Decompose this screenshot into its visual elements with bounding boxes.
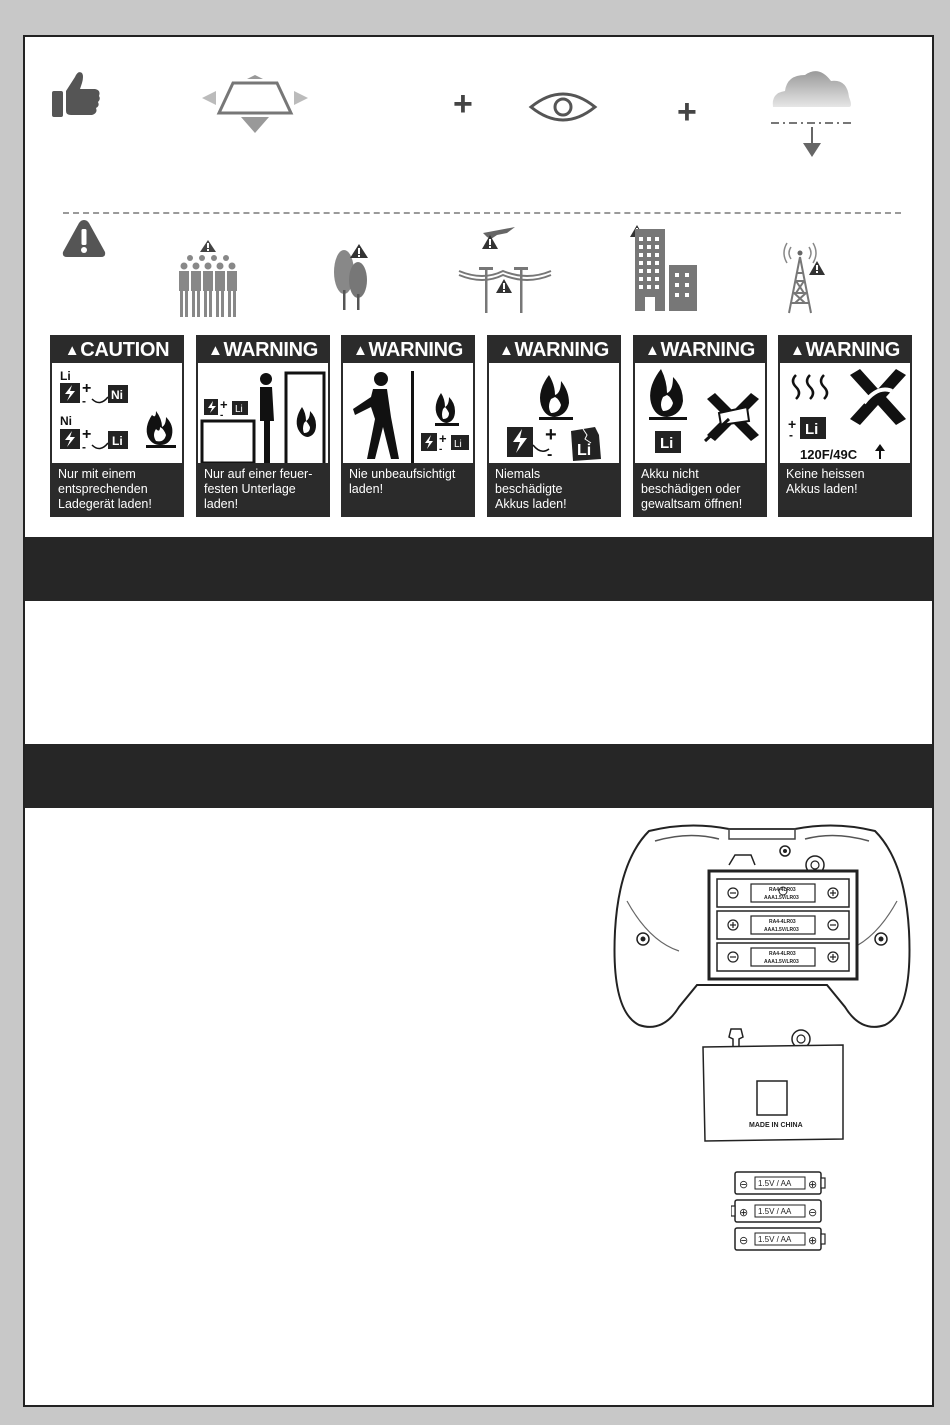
svg-text:+: + [439,431,447,446]
svg-text:Li: Li [577,442,592,459]
battery [731,1200,821,1222]
ni-label: Ni [60,414,72,428]
svg-text:-: - [547,446,553,463]
warning-label-hot-battery [778,335,912,517]
label-heading: ▲CAUTION [52,337,182,363]
plus-sign: + [677,93,697,131]
fireproof-surface-illustration [198,363,328,467]
label-heading: ▲WARNING [780,337,910,363]
svg-text:AAA1.5V/LR03: AAA1.5V/LR03 [764,927,799,933]
svg-text:Li: Li [112,434,123,448]
svg-text:1.5V / AA: 1.5V / AA [758,1207,792,1216]
controller-battery-compartment-illustration [609,821,915,1031]
svg-text:RA4-4LR03: RA4-4LR03 [769,919,796,925]
manual-page [23,35,934,1407]
warning-icon [61,217,107,259]
svg-text:Li: Li [805,421,819,438]
thumbs-up-icon [51,69,103,119]
svg-text:Li: Li [454,439,462,450]
do-not-open-illustration [635,363,765,467]
building-warning-icon [629,223,699,313]
display-orientation-icon [199,75,311,137]
warning-label-damaged [487,335,621,517]
svg-text:+: + [82,380,92,397]
charger-mismatch-illustration [52,363,182,467]
label-text: Nie unbeaufsichtigt laden! [343,463,473,515]
label-heading: ▲WARNING [343,337,473,363]
svg-text:+: + [82,426,92,443]
eye-icon [528,87,598,127]
svg-text:Li: Li [660,435,674,452]
svg-text:⊕: ⊕ [739,1206,749,1219]
power-line-warning-icon [457,223,553,315]
svg-text:-: - [82,394,86,408]
label-text: Akku nicht beschädigen oder gewaltsam öffnen! [635,463,765,515]
svg-text:1.5V / AA: 1.5V / AA [758,1179,792,1188]
divider-line [63,212,901,214]
svg-text:RA4-4LR03: RA4-4LR03 [769,951,796,957]
label-text: Nur auf einer feuer- festen Unterlage laden! [198,463,328,515]
battery [735,1172,825,1194]
caution-label-charger [50,335,184,517]
section-header-band [25,744,932,808]
svg-text:-: - [82,440,86,454]
svg-text:-: - [220,410,224,421]
svg-text:⊖: ⊖ [808,1206,818,1219]
hot-battery-illustration [780,363,910,467]
warning-label-do-not-open [633,335,767,517]
damaged-battery-illustration [489,363,619,467]
aa-batteries-illustration [731,1170,831,1256]
radio-tower-warning-icon [781,237,827,315]
svg-text:-: - [439,444,443,455]
battery-cover-illustration [701,1027,847,1145]
li-label: Li [60,369,71,383]
cloud-download-icon [767,63,857,159]
svg-text:+: + [220,397,228,412]
plus-sign: + [453,85,473,123]
svg-text:⊖: ⊖ [739,1178,749,1191]
svg-text:+: + [788,416,797,432]
made-in-china-text: MADE IN CHINA [749,1122,803,1129]
warning-label-unattended [341,335,475,517]
svg-text:Li: Li [235,404,243,415]
svg-text:+: + [545,424,557,446]
battery [735,1228,825,1250]
svg-text:-: - [789,428,793,442]
svg-text:Ni: Ni [111,388,123,402]
svg-text:1.5V / AA: 1.5V / AA [758,1235,792,1244]
svg-text:RA4-4LR03: RA4-4LR03 [769,887,796,893]
unattended-illustration [343,363,473,467]
label-text: Nur mit einem entsprechenden Ladegerät laden! [52,463,182,515]
temperature-text: 120F/49C [800,447,858,462]
svg-text:AAA1.5V/LR03: AAA1.5V/LR03 [764,959,799,965]
svg-text:⊖: ⊖ [739,1234,749,1247]
label-text: Keine heissen Akkus laden! [780,463,910,515]
label-heading: ▲WARNING [489,337,619,363]
tree-warning-icon [331,242,371,312]
svg-text:⊕: ⊕ [808,1234,818,1247]
crowd-warning-icon [177,240,239,322]
svg-text:AAA1.5V/LR03: AAA1.5V/LR03 [764,895,799,901]
warning-label-fireproof-surface [196,335,330,517]
section-header-band [25,537,932,601]
label-heading: ▲WARNING [198,337,328,363]
label-heading: ▲WARNING [635,337,765,363]
svg-text:⊕: ⊕ [808,1178,818,1191]
label-text: Niemals beschädigte Akkus laden! [489,463,619,515]
